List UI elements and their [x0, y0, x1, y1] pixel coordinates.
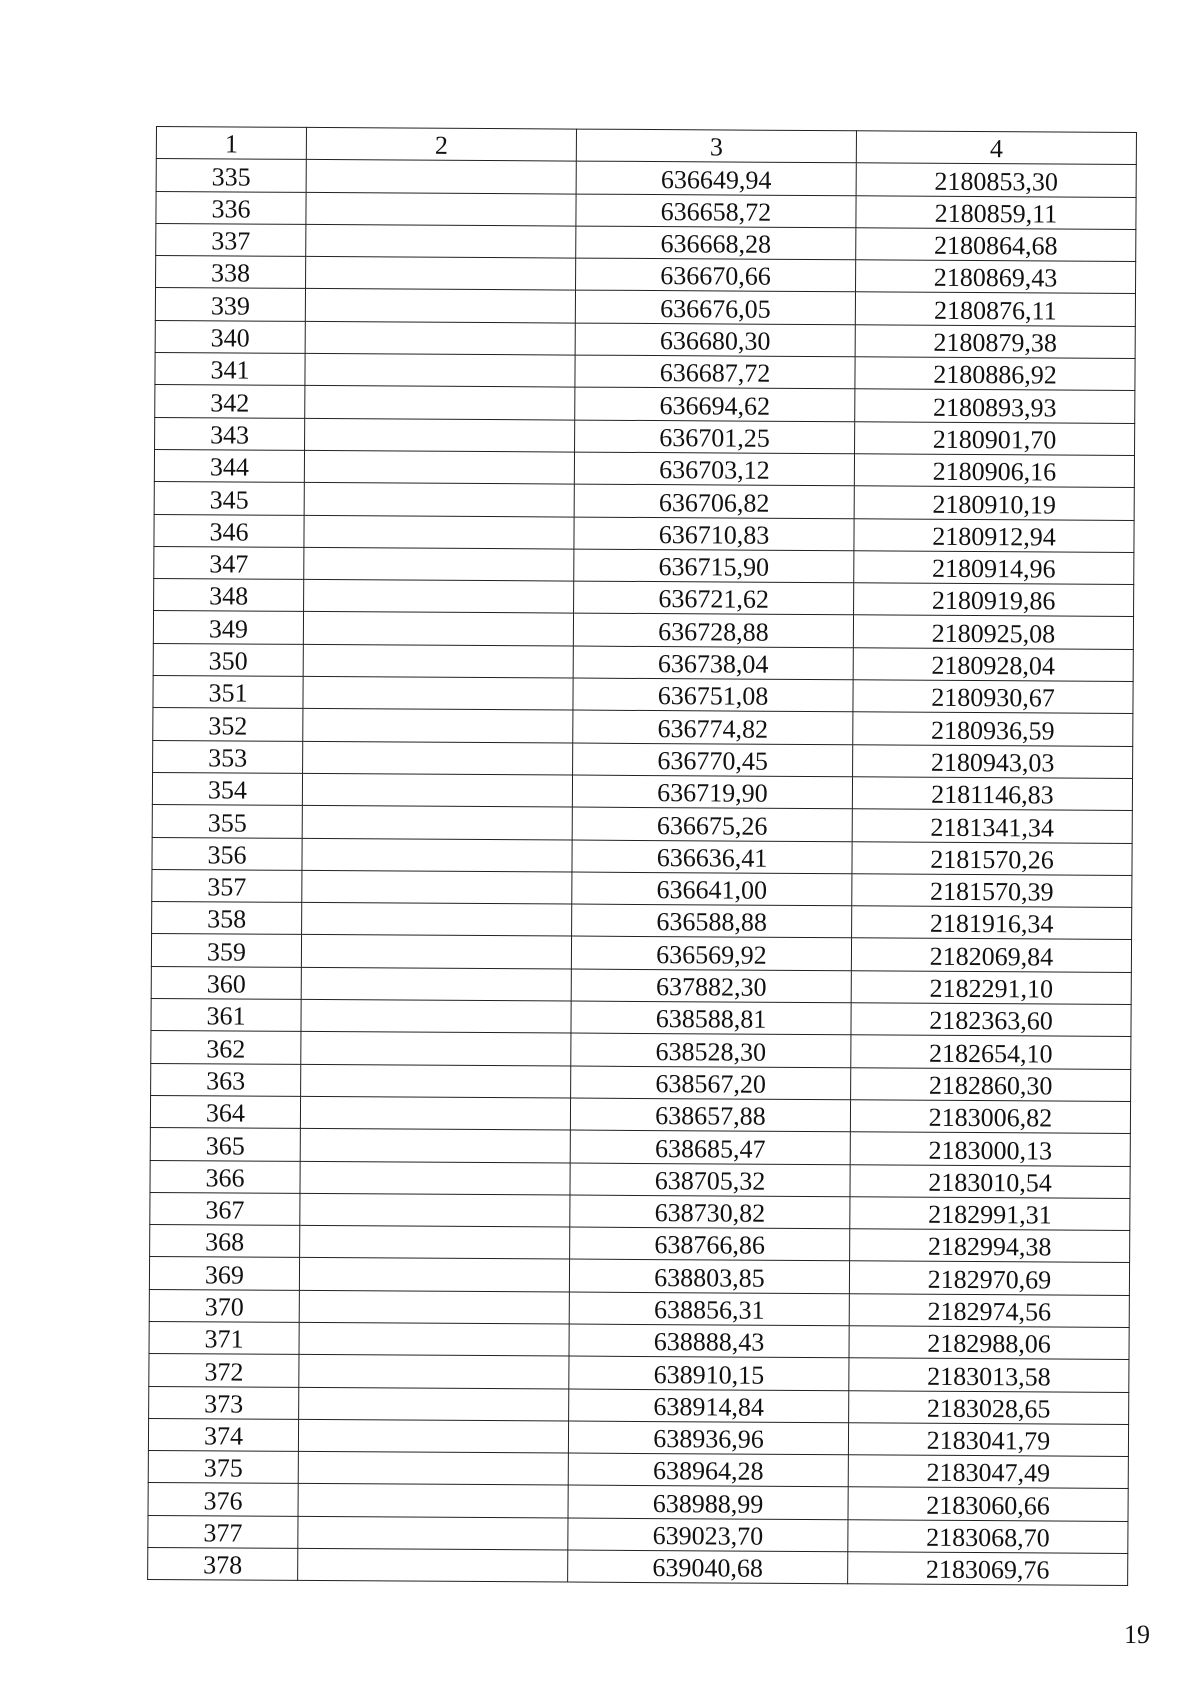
x-coordinate-cell: 636676,05 [575, 291, 855, 325]
point-number-cell: 370 [149, 1289, 299, 1322]
description-cell [302, 903, 572, 937]
point-number-cell: 372 [149, 1354, 299, 1387]
y-coordinate-cell: 2180925,08 [853, 615, 1133, 649]
y-coordinate-cell: 2180936,59 [853, 712, 1133, 746]
x-coordinate-cell: 636701,25 [575, 420, 855, 454]
y-coordinate-cell: 2180928,04 [853, 648, 1133, 682]
x-coordinate-cell: 638888,43 [569, 1324, 849, 1358]
point-number-cell: 339 [155, 288, 305, 321]
y-coordinate-cell: 2183013,58 [849, 1358, 1129, 1392]
y-coordinate-cell: 2180901,70 [855, 421, 1135, 455]
point-number-cell: 343 [155, 417, 305, 450]
x-coordinate-cell: 638766,86 [570, 1227, 850, 1261]
x-coordinate-cell: 636675,26 [572, 807, 852, 841]
point-number-cell: 374 [148, 1418, 298, 1451]
x-coordinate-cell: 636715,90 [574, 549, 854, 583]
x-coordinate-cell: 636680,30 [575, 323, 855, 357]
description-cell [304, 483, 574, 517]
description-cell [298, 1484, 568, 1518]
description-cell [299, 1290, 569, 1324]
description-cell [304, 515, 574, 549]
y-coordinate-cell: 2180910,19 [854, 486, 1134, 520]
description-cell [299, 1387, 569, 1421]
y-coordinate-cell: 2182860,30 [851, 1067, 1131, 1101]
x-coordinate-cell: 636751,08 [573, 678, 853, 712]
y-coordinate-cell: 2183010,54 [850, 1164, 1130, 1198]
description-cell [303, 676, 573, 710]
description-cell [302, 806, 572, 840]
y-coordinate-cell: 2183028,65 [849, 1390, 1129, 1424]
point-number-cell: 373 [149, 1386, 299, 1419]
point-number-cell: 371 [149, 1321, 299, 1354]
point-number-cell: 342 [155, 385, 305, 418]
x-coordinate-cell: 638685,47 [570, 1130, 850, 1164]
point-number-cell: 363 [151, 1063, 301, 1096]
description-cell [303, 644, 573, 678]
coordinates-table [147, 126, 1137, 1586]
y-coordinate-cell: 2182291,10 [851, 970, 1131, 1004]
description-cell [306, 224, 576, 258]
description-cell [306, 192, 576, 226]
x-coordinate-cell: 638936,96 [568, 1421, 848, 1455]
x-coordinate-cell: 636721,62 [574, 581, 854, 615]
page-number: 19 [1124, 1620, 1150, 1649]
point-number-cell: 378 [148, 1548, 298, 1581]
x-coordinate-cell: 636687,72 [575, 355, 855, 389]
point-number-cell: 354 [152, 772, 302, 805]
y-coordinate-cell: 2183069,76 [848, 1552, 1128, 1586]
y-coordinate-cell: 2181916,34 [852, 906, 1132, 940]
x-coordinate-cell: 638964,28 [568, 1453, 848, 1487]
x-coordinate-cell: 636770,45 [573, 743, 853, 777]
point-number-cell: 376 [148, 1483, 298, 1516]
point-number-cell: 360 [151, 966, 301, 999]
column-header: 4 [856, 131, 1136, 165]
description-cell [298, 1548, 568, 1582]
x-coordinate-cell: 639040,68 [568, 1550, 848, 1584]
y-coordinate-cell: 2180943,03 [853, 744, 1133, 778]
point-number-cell: 349 [153, 611, 303, 644]
description-cell [305, 289, 575, 323]
y-coordinate-cell: 2183068,70 [848, 1520, 1128, 1554]
x-coordinate-cell: 636668,28 [576, 226, 856, 260]
description-cell [298, 1452, 568, 1486]
description-cell [303, 709, 573, 743]
y-coordinate-cell: 2182991,31 [850, 1197, 1130, 1231]
y-coordinate-cell: 2180914,96 [854, 551, 1134, 585]
description-cell [300, 1193, 570, 1227]
y-coordinate-cell: 2180906,16 [854, 454, 1134, 488]
point-number-cell: 365 [150, 1128, 300, 1161]
point-number-cell: 350 [153, 643, 303, 676]
point-number-cell: 369 [149, 1257, 299, 1290]
description-cell [304, 580, 574, 614]
y-coordinate-cell: 2182363,60 [851, 1003, 1131, 1037]
description-cell [299, 1355, 569, 1389]
x-coordinate-cell: 638705,32 [570, 1163, 850, 1197]
point-number-cell: 377 [148, 1515, 298, 1548]
point-number-cell: 336 [156, 191, 306, 224]
point-number-cell: 345 [154, 482, 304, 515]
y-coordinate-cell: 2180853,30 [856, 163, 1136, 197]
y-coordinate-cell: 2180912,94 [854, 518, 1134, 552]
point-number-cell: 362 [151, 1031, 301, 1064]
description-cell [301, 1064, 571, 1098]
point-number-cell: 352 [153, 708, 303, 741]
y-coordinate-cell: 2180930,67 [853, 680, 1133, 714]
description-cell [300, 1129, 570, 1163]
y-coordinate-cell: 2180859,11 [856, 195, 1136, 229]
description-cell [305, 321, 575, 355]
x-coordinate-cell: 636641,00 [572, 872, 852, 906]
point-number-cell: 341 [155, 353, 305, 386]
y-coordinate-cell: 2181570,26 [852, 841, 1132, 875]
description-cell [299, 1322, 569, 1356]
x-coordinate-cell: 636719,90 [572, 775, 852, 809]
point-number-cell: 338 [156, 256, 306, 289]
y-coordinate-cell: 2180876,11 [855, 292, 1135, 326]
y-coordinate-cell: 2183006,82 [850, 1100, 1130, 1134]
point-number-cell: 355 [152, 805, 302, 838]
description-cell [301, 935, 571, 969]
description-cell [306, 257, 576, 291]
y-coordinate-cell: 2180893,93 [855, 389, 1135, 423]
description-cell [305, 353, 575, 387]
y-coordinate-cell: 2182988,06 [849, 1326, 1129, 1360]
description-cell [298, 1516, 568, 1550]
point-number-cell: 368 [150, 1225, 300, 1258]
x-coordinate-cell: 636774,82 [573, 710, 853, 744]
description-cell [300, 1225, 570, 1259]
description-cell [302, 773, 572, 807]
point-number-cell: 367 [150, 1192, 300, 1225]
table-row [148, 1548, 1128, 1586]
y-coordinate-cell: 2180919,86 [854, 583, 1134, 617]
y-coordinate-cell: 2180864,68 [856, 228, 1136, 262]
point-number-cell: 366 [150, 1160, 300, 1193]
point-number-cell: 337 [156, 223, 306, 256]
x-coordinate-cell: 636670,66 [576, 258, 856, 292]
description-cell [306, 160, 576, 194]
description-cell [301, 1032, 571, 1066]
description-cell [300, 1096, 570, 1130]
y-coordinate-cell: 2182974,56 [849, 1293, 1129, 1327]
x-coordinate-cell: 636649,94 [576, 161, 856, 195]
column-header: 3 [576, 129, 856, 163]
y-coordinate-cell: 2180869,43 [855, 260, 1135, 294]
y-coordinate-cell: 2182994,38 [850, 1229, 1130, 1263]
x-coordinate-cell: 638588,81 [571, 1001, 851, 1035]
y-coordinate-cell: 2183041,79 [848, 1423, 1128, 1457]
x-coordinate-cell: 636728,88 [573, 614, 853, 648]
x-coordinate-cell: 636658,72 [576, 194, 856, 228]
description-cell [301, 999, 571, 1033]
x-coordinate-cell: 639023,70 [568, 1518, 848, 1552]
description-cell [299, 1258, 569, 1292]
description-cell [302, 870, 572, 904]
point-number-cell: 351 [153, 676, 303, 709]
point-number-cell: 335 [156, 159, 306, 192]
x-coordinate-cell: 636588,88 [572, 904, 852, 938]
x-coordinate-cell: 638528,30 [571, 1033, 851, 1067]
description-cell [305, 418, 575, 452]
description-cell [304, 547, 574, 581]
description-cell [303, 741, 573, 775]
x-coordinate-cell: 638910,15 [569, 1356, 849, 1390]
description-cell [303, 612, 573, 646]
y-coordinate-cell: 2181146,83 [852, 777, 1132, 811]
point-number-cell: 346 [154, 514, 304, 547]
point-number-cell: 375 [148, 1451, 298, 1484]
point-number-cell: 364 [150, 1095, 300, 1128]
point-number-cell: 347 [154, 546, 304, 579]
point-number-cell: 356 [152, 837, 302, 870]
y-coordinate-cell: 2183047,49 [848, 1455, 1128, 1489]
y-coordinate-cell: 2180879,38 [855, 325, 1135, 359]
description-cell [304, 450, 574, 484]
x-coordinate-cell: 638730,82 [570, 1195, 850, 1229]
point-number-cell: 358 [152, 902, 302, 935]
x-coordinate-cell: 638988,99 [568, 1486, 848, 1520]
point-number-cell: 353 [153, 740, 303, 773]
x-coordinate-cell: 638856,31 [569, 1292, 849, 1326]
y-coordinate-cell: 2182069,84 [851, 938, 1131, 972]
description-cell [300, 1161, 570, 1195]
point-number-cell: 359 [151, 934, 301, 967]
point-number-cell: 344 [154, 449, 304, 482]
x-coordinate-cell: 636738,04 [573, 646, 853, 680]
point-number-cell: 361 [151, 999, 301, 1032]
x-coordinate-cell: 636710,83 [574, 517, 854, 551]
point-number-cell: 357 [152, 869, 302, 902]
y-coordinate-cell: 2182970,69 [849, 1261, 1129, 1295]
x-coordinate-cell: 636706,82 [574, 484, 854, 518]
column-header: 2 [306, 127, 576, 161]
description-cell [305, 386, 575, 420]
x-coordinate-cell: 637882,30 [571, 969, 851, 1003]
description-cell [298, 1419, 568, 1453]
column-header: 1 [156, 127, 306, 160]
table-body [148, 159, 1137, 1586]
description-cell [302, 838, 572, 872]
y-coordinate-cell: 2182654,10 [851, 1035, 1131, 1069]
y-coordinate-cell: 2183060,66 [848, 1487, 1128, 1521]
x-coordinate-cell: 638803,85 [569, 1259, 849, 1293]
x-coordinate-cell: 636694,62 [575, 387, 855, 421]
y-coordinate-cell: 2183000,13 [850, 1132, 1130, 1166]
x-coordinate-cell: 636569,92 [571, 936, 851, 970]
x-coordinate-cell: 638914,84 [569, 1389, 849, 1423]
point-number-cell: 340 [155, 320, 305, 353]
x-coordinate-cell: 636636,41 [572, 840, 852, 874]
x-coordinate-cell: 638567,20 [571, 1066, 851, 1100]
y-coordinate-cell: 2181341,34 [852, 809, 1132, 843]
description-cell [301, 967, 571, 1001]
x-coordinate-cell: 638657,88 [570, 1098, 850, 1132]
point-number-cell: 348 [154, 579, 304, 612]
y-coordinate-cell: 2181570,39 [852, 874, 1132, 908]
y-coordinate-cell: 2180886,92 [855, 357, 1135, 391]
x-coordinate-cell: 636703,12 [574, 452, 854, 486]
